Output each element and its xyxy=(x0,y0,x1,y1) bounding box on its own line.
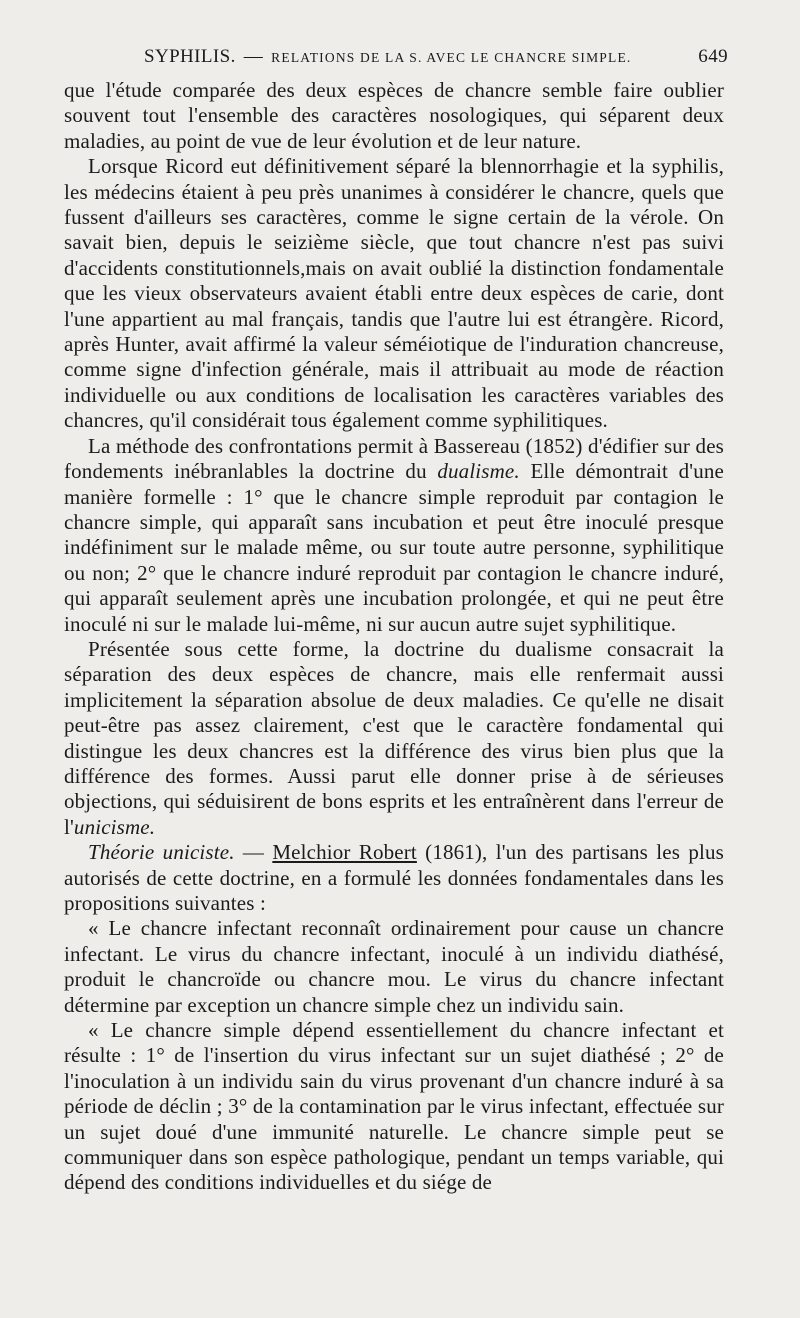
heading-dash: — xyxy=(234,840,273,865)
paragraph-4 xyxy=(64,637,724,840)
unicisme-term: unicisme. xyxy=(73,814,156,839)
paragraph-6-quote: « Le chancre infectant reconnaît ordinairement pour cause un chancre infectant. Le virus du chancre infectant, inoculé à un individu diathésé, produit le chancroïde ou chancre mou. Le virus du chancre infectant détermine par exception un chancre simple chez un individu sain. xyxy=(64,916,724,1017)
author-name: Melchior Robert xyxy=(272,840,417,865)
paragraph-3 xyxy=(64,434,724,637)
paragraph-5-text: (1861), l'un des partisans les plus autorisés de cette doctrine, en a formulé les données fondamentales dans les propositions suivantes : xyxy=(64,840,724,915)
paragraph-3-text-a: La méthode des confrontations permit à Bassereau (1852) d'édifier sur des fondements inébranlables la doctrine du xyxy=(64,433,724,484)
paragraph-2: Lorsque Ricord eut définitivement séparé la blennorrhagie et la syphilis, les médecins étaient à peu près unanimes à considérer le chancre, quels que fussent d'ailleurs ses caractères, comme le signe certain de la vérole. On savait bien, depuis le seizième siècle, que tout chancre n'est pas suivi d'accidents constitutionnels,mais on avait oublié la distinction fondamentale que les vieux observateurs avaient établi entre deux espèces de carie, dont l'une appartient au mal français, tandis que l'autre lui est étrangère. Ricord, après Hunter, avait affirmé la valeur séméiotique de l'induration chancreuse, comme signe d'infection générale, mais il attribuait au mode de réaction individuelle ou aux conditions de localisation les caractères variables des chancres, qu'il considérait tous également comme syphilitiques. xyxy=(64,154,724,433)
paragraph-5 xyxy=(64,840,724,916)
paragraph-3-text-b: Elle démontrait d'une manière formelle : 1° que le chancre simple reproduit par contagion le chancre simple, qui apparaît sans incubation et peut être inoculé presque indéfiniment sur le malade même, ou sur toute autre personne, syphilitique ou non; 2° que le chancre induré reproduit par contagion le chancre induré, qui apparaît seulement après une incubation prolongée, et qui ne peut être inoculé ni sur le malade lui-même, ni sur aucun autre sujet syphilitique. xyxy=(64,459,724,636)
paragraph-7-quote: « Le chancre simple dépend essentiellement du chancre infectant et résulte : 1° de l'insertion du virus infectant sur un sujet diathésé ; 2° de l'inoculation à un individu sain du virus provenant d'un chancre induré à sa période de déclin ; 3° de la contamination par le virus infectant, effectuée sur un sujet doué d'une immunité naturelle. Le chancre simple peut se communiquer dans son espèce pathologique, pendant un temps variable, qui dépend des conditions individuelles et du siége de xyxy=(64,1018,724,1195)
section-heading-theorie-uniciste: Théorie uniciste. xyxy=(88,840,235,865)
body-text xyxy=(64,78,724,1196)
running-header xyxy=(144,46,728,78)
dualisme-term: dualisme. xyxy=(437,459,520,484)
header-dash: — xyxy=(243,46,264,67)
header-title: SYPHILIS. xyxy=(144,46,236,67)
paragraph-1: que l'étude comparée des deux espèces de chancre semble faire oublier souvent tout l'ensemble des caractères nosologiques, qui séparent deux maladies, au point de vue de leur évolution et de leur nature. xyxy=(64,78,724,153)
header-subtitle: RELATIONS DE LA S. AVEC LE CHANCRE SIMPLE. xyxy=(271,50,632,65)
paragraph-4-text: Présentée sous cette forme, la doctrine du dualisme consacrait la séparation des deux espèces de chancre, mais elle renfermait aussi implicitement la séparation absolue de deux maladies. Ce qu'elle ne disait peut-être pas assez clairement, c'est que le caractère fondamental qui distingue les deux chancres est la différence des virus bien plus que la différence des formes. Aussi parut elle donner prise à de sérieuses objections, qui séduisirent de bons esprits et les entraînèrent dans l'erreur de l' xyxy=(64,636,724,839)
page-number: 649 xyxy=(698,46,728,67)
